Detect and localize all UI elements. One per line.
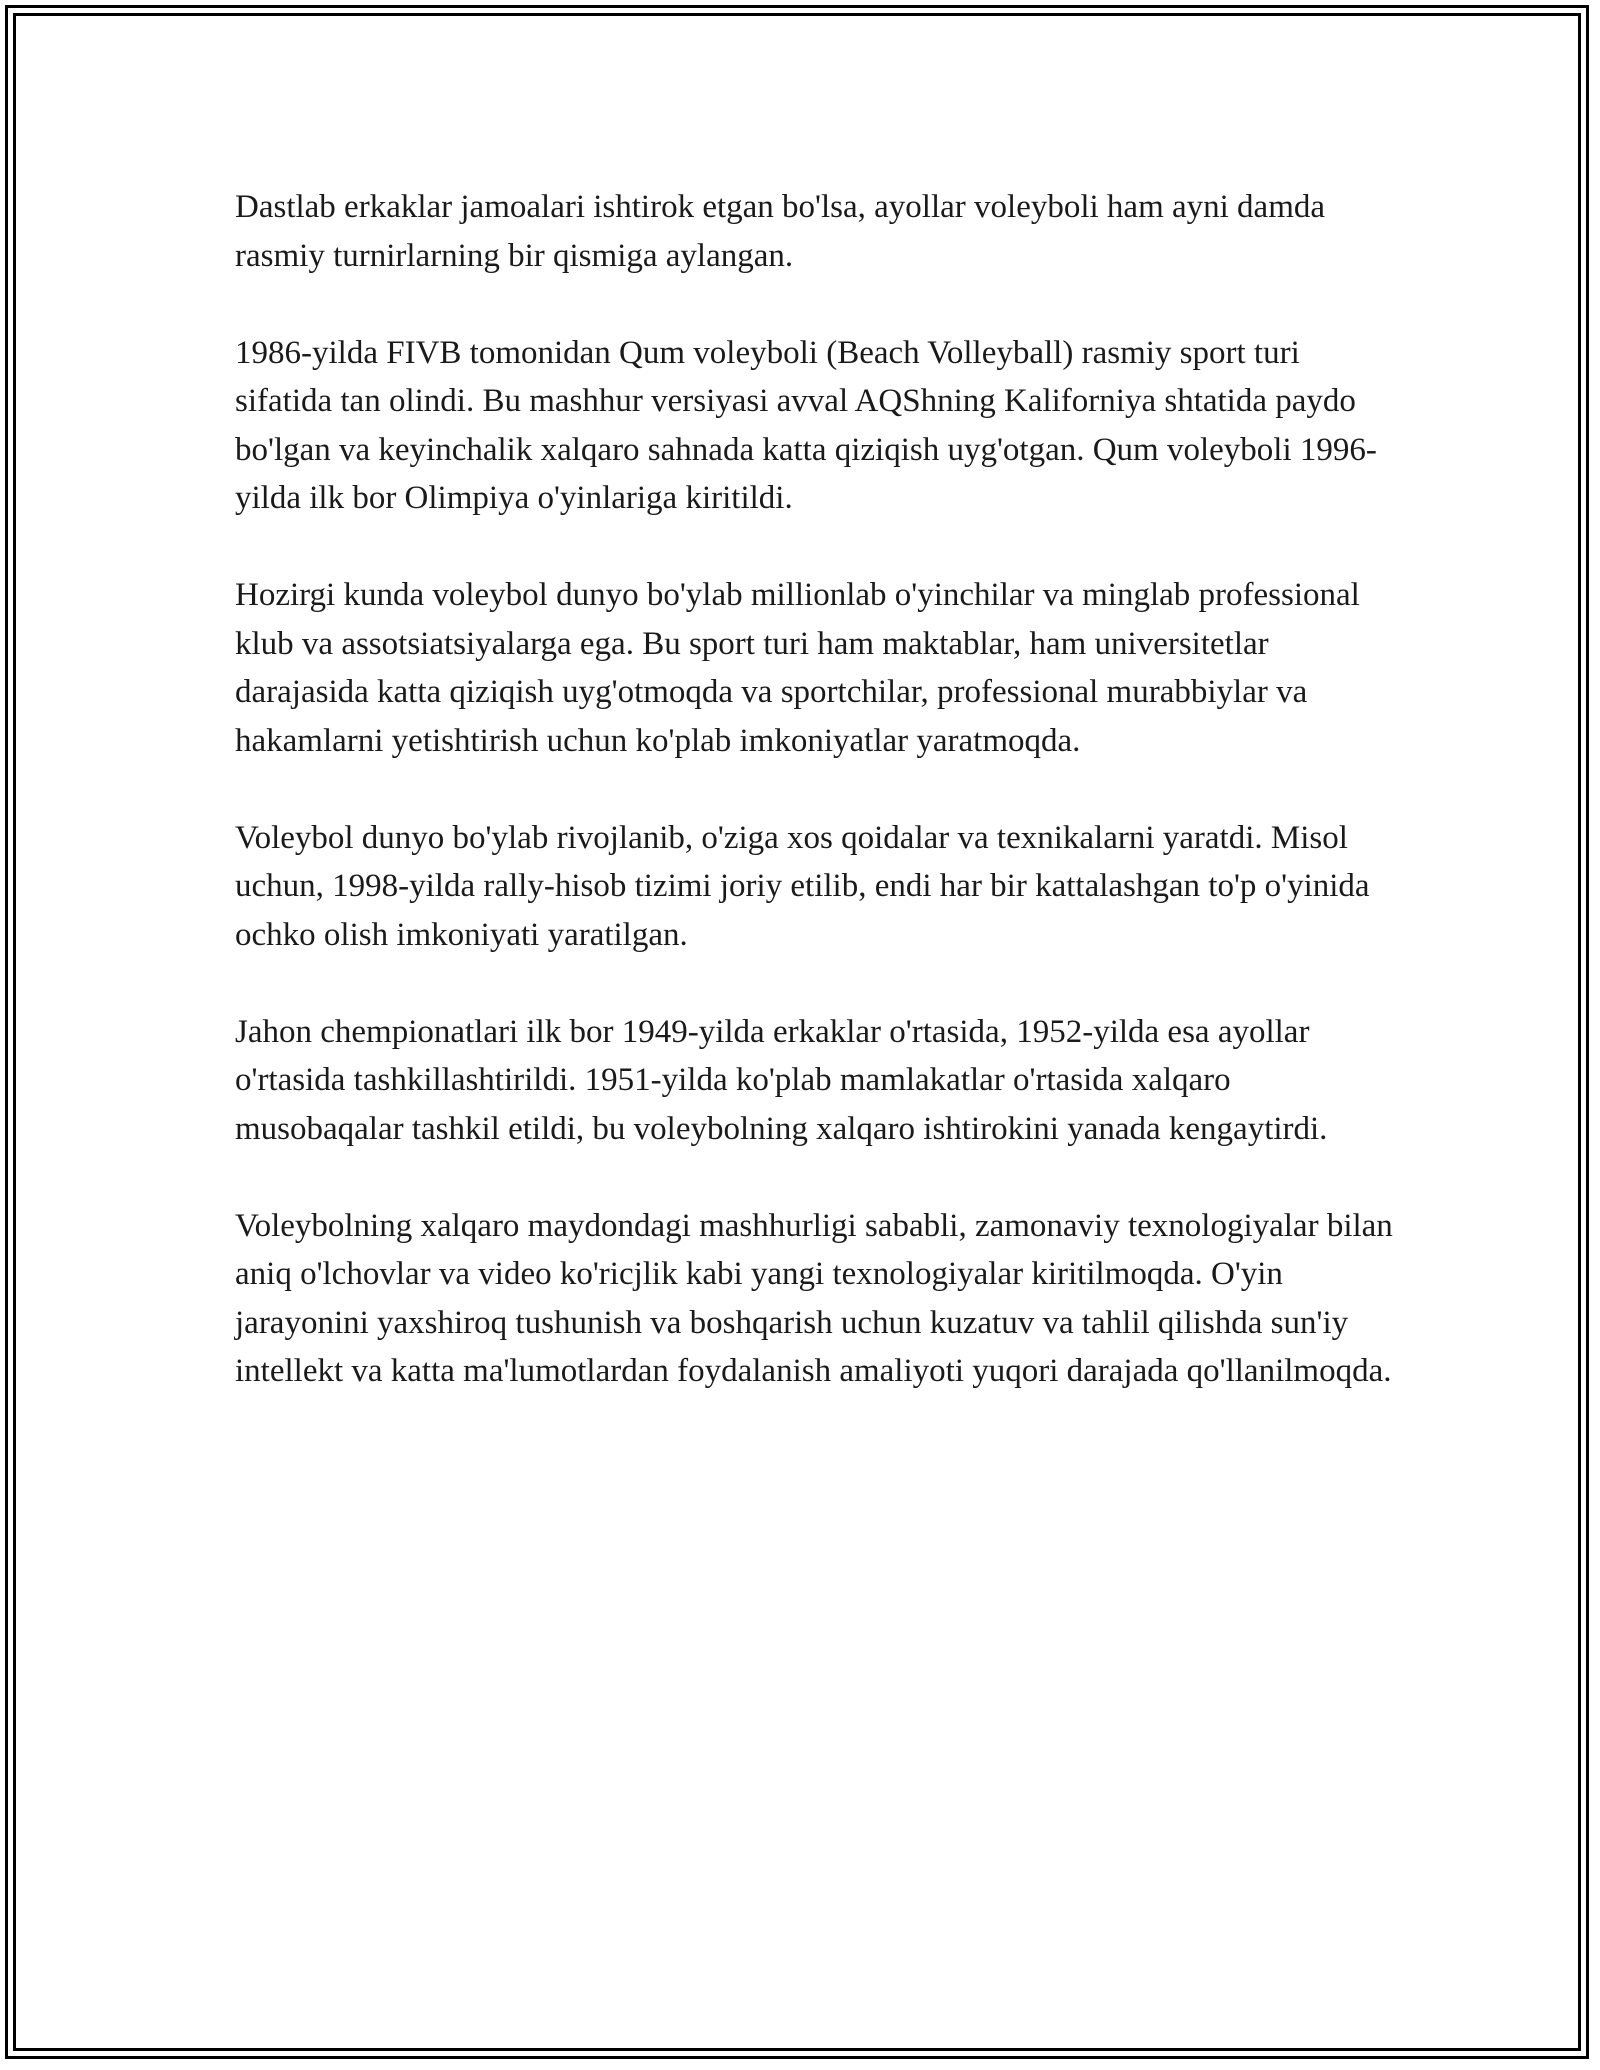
paragraph-world-championships: Jahon chempionatlari ilk bor 1949-yilda erkaklar o'rtasida, 1952-yilda esa ayollar o'rtasida tashkillashtirildi. 1951-yilda ko'plab mamlakatlar o'rtasida xalqaro musobaqalar tashkil etildi, bu voleybolning xalqaro ishtirokini yanada kengaytirdi. bbox=[235, 1013, 1328, 1147]
paragraph-global-popularity: Hozirgi kunda voleybol dunyo bo'ylab millionlab o'yinchilar va minglab professional klub va assotsiatsiyalarga ega. Bu sport turi ham maktablar, ham universitetlar darajasida katta qiziqish uyg'otmoqda va sportchilar, professional murabbiylar va hakamlarni yetishtirish uchun ko'plab imkoniyatlar yaratmoqda. bbox=[235, 577, 1360, 759]
document-body bbox=[235, 183, 1395, 1396]
paragraph-beach-volleyball: 1986-yilda FIVB tomonidan Qum voleyboli (Beach Volleyball) rasmiy sport turi sifatida tan olindi. Bu mashhur versiyasi avval AQShning Kaliforniya shtatida paydo bo'lgan va keyinchalik xalqaro sahnada katta qiziqish uyg'otgan. Qum voleyboli 1996-yilda ilk bor Olimpiya o'yinlariga kiritildi. bbox=[235, 334, 1377, 516]
paragraph-modern-technology: Voleybolning xalqaro maydondagi mashhurligi sababli, zamonaviy texnologiyalar bilan aniq o'lchovlar va video ko'ricjlik kabi yangi texnologiyalar kiritilmoqda. O'yin jarayonini yaxshiroq tushunish va boshqarish uchun kuzatuv va tahlil qilishda sun'iy intellekt va katta ma'lumotlardan foydalanish amaliyoti yuqori darajada qo'llanilmoqda. bbox=[235, 1207, 1393, 1389]
paragraph-rules-development: Voleybol dunyo bo'ylab rivojlanib, o'ziga xos qoidalar va texnikalarni yaratdi. Misol uchun, 1998-yilda rally-hisob tizimi joriy etilib, endi har bir kattalashgan to'p o'yinida ochko olish imkoniyati yaratilgan. bbox=[235, 819, 1370, 953]
paragraph-women-volleyball: Dastlab erkaklar jamoalari ishtirok etgan bo'lsa, ayollar voleyboli ham ayni damda rasmiy turnirlarning bir qismiga aylangan. bbox=[235, 189, 1326, 274]
